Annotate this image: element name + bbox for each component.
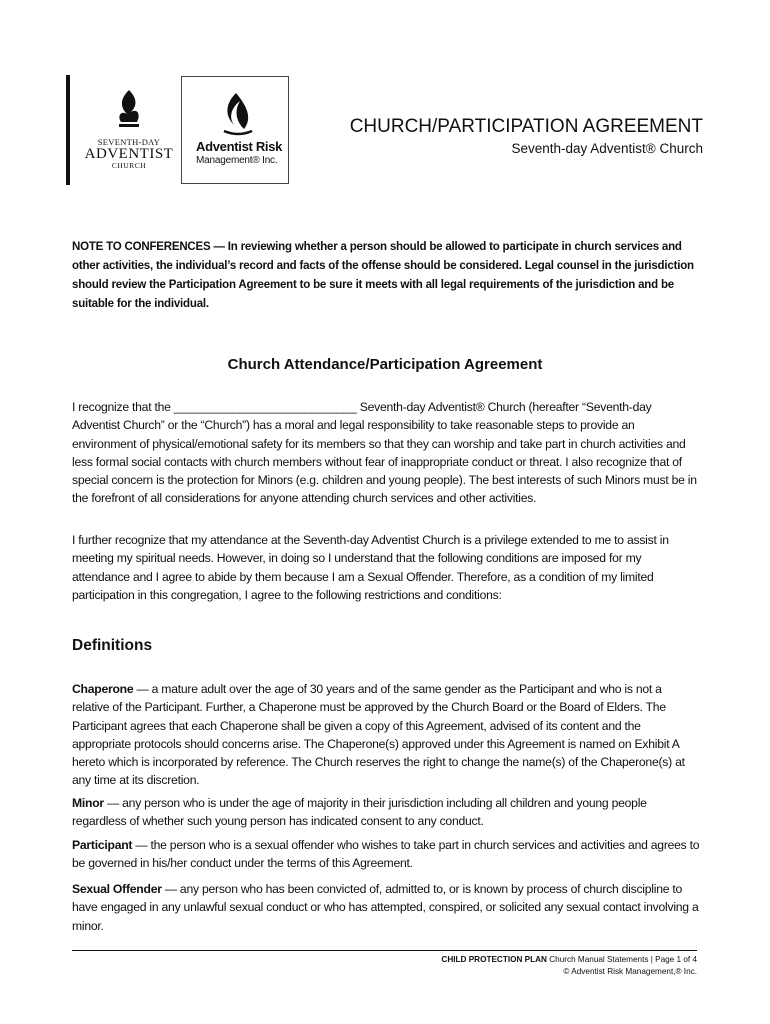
sda-logo-line3: CHURCH xyxy=(111,161,147,170)
definition-term: Chaperone xyxy=(72,682,134,696)
definition-chaperone xyxy=(72,680,700,790)
definition-text: — any person who is under the age of majority in their jurisdiction including all children and young people regardless of whether such young person has indicated consent to any conduct. xyxy=(72,796,647,829)
definition-participant xyxy=(72,836,700,873)
definition-text: — the person who is a sexual offender who wishes to take part in church services and activities and agrees to be governed in his/her conduct under the terms of this Agreement. xyxy=(72,838,700,871)
footer-page-info xyxy=(441,955,697,964)
arm-logo-line2: Management® Inc. xyxy=(196,155,278,166)
section-title: Church Attendance/Participation Agreement xyxy=(227,356,543,373)
arm-logo-line1: Adventist Risk xyxy=(196,139,283,154)
definition-text: — any person who has been convicted of, admitted to, or is known by process of church discipline to have engaged in any unlawful sexual conduct or who has attempted, conspired, or solicited any sexual contact involving a minor. xyxy=(72,882,699,933)
definition-sexual-offender xyxy=(72,880,700,935)
swoosh-flame-icon xyxy=(218,91,258,137)
note-to-conferences: NOTE TO CONFERENCES — In reviewing whether a person should be allowed to participate in church services and other activities, the individual’s record and facts of the offense should be considered. Legal counsel in the jurisdiction should review the Participation Agreement to be sure it meets with all legal requirements of the jurisdiction and be suitable for the individual. xyxy=(72,241,694,310)
paragraph-recognition: I recognize that the ____________________________ Seventh-day Adventist® Church (hereafter “Seventh-day Adventist Church” or the “Church”) has a moral and legal responsibility to take reasonable steps to provide an environment of physical/emotional safety for its members so that they can worship and take part in church activities and less formal social contacts with church members without fear of inappropriate conduct or threat. I also recognize that of special concern is the protection for Minors (e.g. children and young people). The best interests of such Minors must be in the forefront of all considerations for anyone attending church services and other activities. xyxy=(72,400,697,506)
sda-logo-line2: ADVENTIST xyxy=(84,146,174,162)
document-title: CHURCH/PARTICIPATION AGREEMENT xyxy=(349,116,703,137)
document-subtitle: Seventh-day Adventist® Church xyxy=(511,141,703,156)
sda-church-logo xyxy=(84,88,174,178)
definitions-heading: Definitions xyxy=(72,637,153,654)
flame-icon xyxy=(109,88,149,130)
footer-copyright: © Adventist Risk Management,® Inc. xyxy=(563,967,697,976)
footer-plan-label: CHILD PROTECTION PLAN xyxy=(441,955,547,964)
header-divider-bar xyxy=(66,75,70,185)
definition-term: Minor xyxy=(72,796,104,810)
arm-logo xyxy=(181,76,289,184)
definition-term: Participant xyxy=(72,838,133,852)
footer-rule xyxy=(72,950,697,951)
definition-minor xyxy=(72,794,700,831)
footer-plan-rest: Church Manual Statements | Page 1 of 4 xyxy=(546,955,697,964)
paragraph-further-recognition: I further recognize that my attendance at the Seventh-day Adventist Church is a privilege extended to me to assist in meeting my spiritual needs. However, in doing so I understand that the following conditions are imposed for my attendance and I agree to abide by them because I am a Sexual Offender. Therefore, as a condition of my limited participation in this congregation, I agree to the following restrictions and conditions: xyxy=(72,533,669,602)
sda-logo-line1: SEVENTH-DAY xyxy=(97,137,161,147)
definition-term: Sexual Offender xyxy=(72,882,162,896)
definition-text: — a mature adult over the age of 30 years and of the same gender as the Participant and who is not a relative of the Participant. Further, a Chaperone must be approved by the Church Board or the Board of Elders. The Participant agrees that each Chaperone shall be given a copy of this Agreement, advised of its content and the appropriate protocols should concerns arise. The Chaperone(s) approved under this Agreement is named on Exhibit A hereto which is incorporated by reference. The Church reserves the right to change the name(s) of the Chaperone(s) at any time at its discretion. xyxy=(72,682,685,788)
